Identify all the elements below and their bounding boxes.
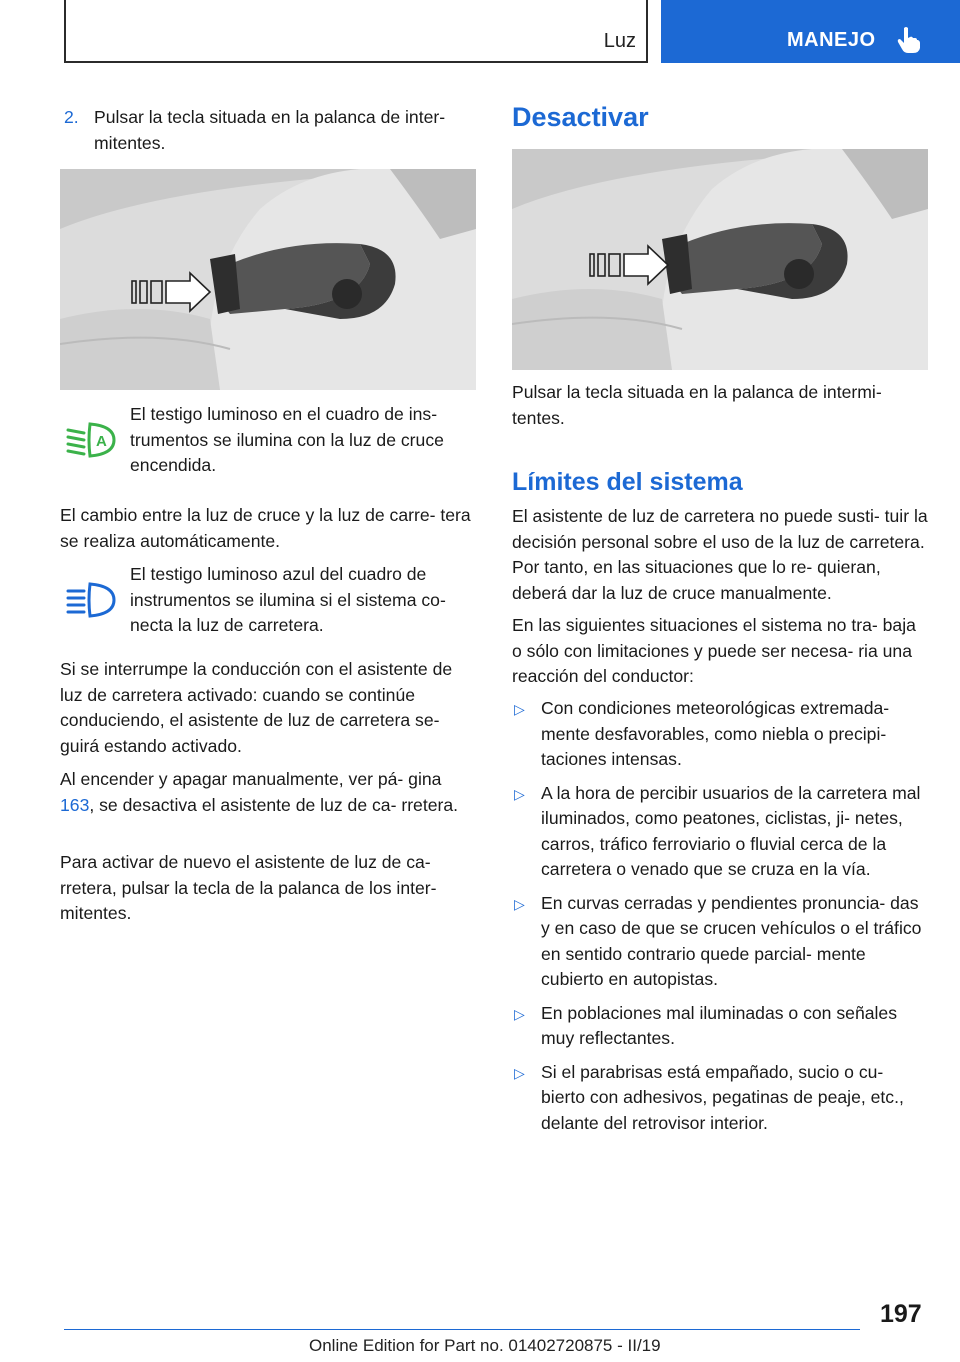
paragraph-manual-after: , se desactiva el asistente de luz de ca‐ rretera. [89, 794, 459, 815]
paragraph-manual-before: Al encender y apagar manualmente, ver pá‐ gina [60, 769, 442, 789]
hand-pointer-icon [897, 26, 921, 54]
list-item: ▷ Si el parabrisas está empañado, sucio o cu‐ bierto con adhesivos, pegatinas de peaje, etc., delante del retrovisor interior. [514, 1061, 904, 1133]
chapter-tab[interactable] [661, 0, 960, 63]
svg-text:A: A [96, 433, 107, 450]
paragraph-deactivate-text: Pulsar la tecla situada en la palanca de intermi‐ tentes. [512, 382, 882, 428]
step-2 [60, 105, 476, 156]
paragraph-situations [512, 613, 928, 690]
paragraph-limits-intro [512, 504, 928, 606]
paragraph-switching [60, 503, 476, 554]
footer-edition: Online Edition for Part no. 01402720875 - II/19 [309, 1336, 661, 1355]
chapter-title: MANEJO [787, 29, 876, 51]
list-item: ▷ En poblaciones mal iluminadas o con señales muy reflectantes. [514, 1002, 897, 1048]
page-reference-link[interactable]: 163 [60, 794, 90, 815]
paragraph-manual [60, 767, 476, 818]
low-beam-auto-indicator-icon [66, 420, 118, 460]
turn-signal-lever-photo [60, 169, 476, 390]
note-high-beam-text: El testigo luminoso azul del cuadro de instrumentos se ilumina si el sistema co‐ necta la luz de carretera. [130, 564, 446, 635]
header-section-box [64, 0, 648, 63]
footer-divider [64, 1329, 860, 1330]
paragraph-switching-text: El cambio entre la luz de cruce y la luz de carre‐ tera se realiza automáticamente. [60, 505, 471, 551]
step-text: Pulsar la tecla situada en la palanca de inter‐ mitentes. [94, 107, 446, 153]
note-low-beam-text: El testigo luminoso en el cuadro de ins‐ trumentos se ilumina con la luz de cruce encendida. [130, 404, 444, 475]
paragraph-manual-text [60, 767, 476, 818]
paragraph-interrupt [60, 657, 476, 759]
high-beam-indicator-icon [66, 580, 118, 620]
note-high-beam [60, 562, 476, 639]
page-number: 197 [880, 1300, 922, 1328]
list-item: ▷ A la hora de percibir usuarios de la carretera mal iluminados, como peatones, ciclistas, ji‐ netes, carros, tráfico ferroviario o fluvial cerca de la carretera o venado que se cruza en la vía. [514, 782, 921, 879]
list-item: ▷ Con condiciones meteorológicas extremada‐ mente desfavorables, como niebla o precipi‐ taciones intensas. [514, 698, 890, 769]
heading-desactivar: Desactivar [512, 102, 649, 132]
triangle-bullet-icon: ▷ [514, 1005, 525, 1022]
list-item: ▷ En curvas cerradas y pendientes pronuncia‐ das y en caso de que se crucen vehículos o el tráfico en sentido contrario quede parcial‐ mente cubierto en autopistas. [514, 892, 922, 989]
paragraph-deactivate [512, 380, 928, 431]
paragraph-situations-text: En las siguientes situaciones el sistema no tra‐ baja o sólo con limitaciones y puede ser necesa‐ ria una reacción del conductor: [512, 615, 916, 686]
limitations-list [512, 696, 928, 1144]
paragraph-interrupt-text: Si se interrumpe la conducción con el asistente de luz de carretera activado: cuando se continúe conduciendo, el asistente de luz de carretera se‐ guirá estando activado. [60, 659, 453, 756]
section-title: Luz [603, 30, 636, 52]
heading-system-limits: Límites del sistema [512, 468, 743, 496]
triangle-bullet-icon: ▷ [514, 895, 525, 912]
paragraph-limits-intro-text: El asistente de luz de carretera no puede susti‐ tuir la decisión personal sobre el uso de la luz de carretera. Por tanto, en las situaciones que lo re‐ quieran, deberá dar la luz de cruce manualmente. [512, 506, 928, 603]
paragraph-reactivate-text: Para activar de nuevo el asistente de luz de ca‐ rretera, pulsar la tecla de la palanca de los inter‐ mitentes. [60, 852, 437, 923]
triangle-bullet-icon: ▷ [514, 785, 525, 802]
triangle-bullet-icon: ▷ [514, 1064, 525, 1081]
triangle-bullet-icon: ▷ [514, 701, 525, 717]
paragraph-reactivate [60, 850, 476, 927]
turn-signal-lever-photo-deactivate [512, 149, 928, 370]
note-low-beam [60, 402, 476, 479]
step-number: 2. [64, 107, 79, 127]
